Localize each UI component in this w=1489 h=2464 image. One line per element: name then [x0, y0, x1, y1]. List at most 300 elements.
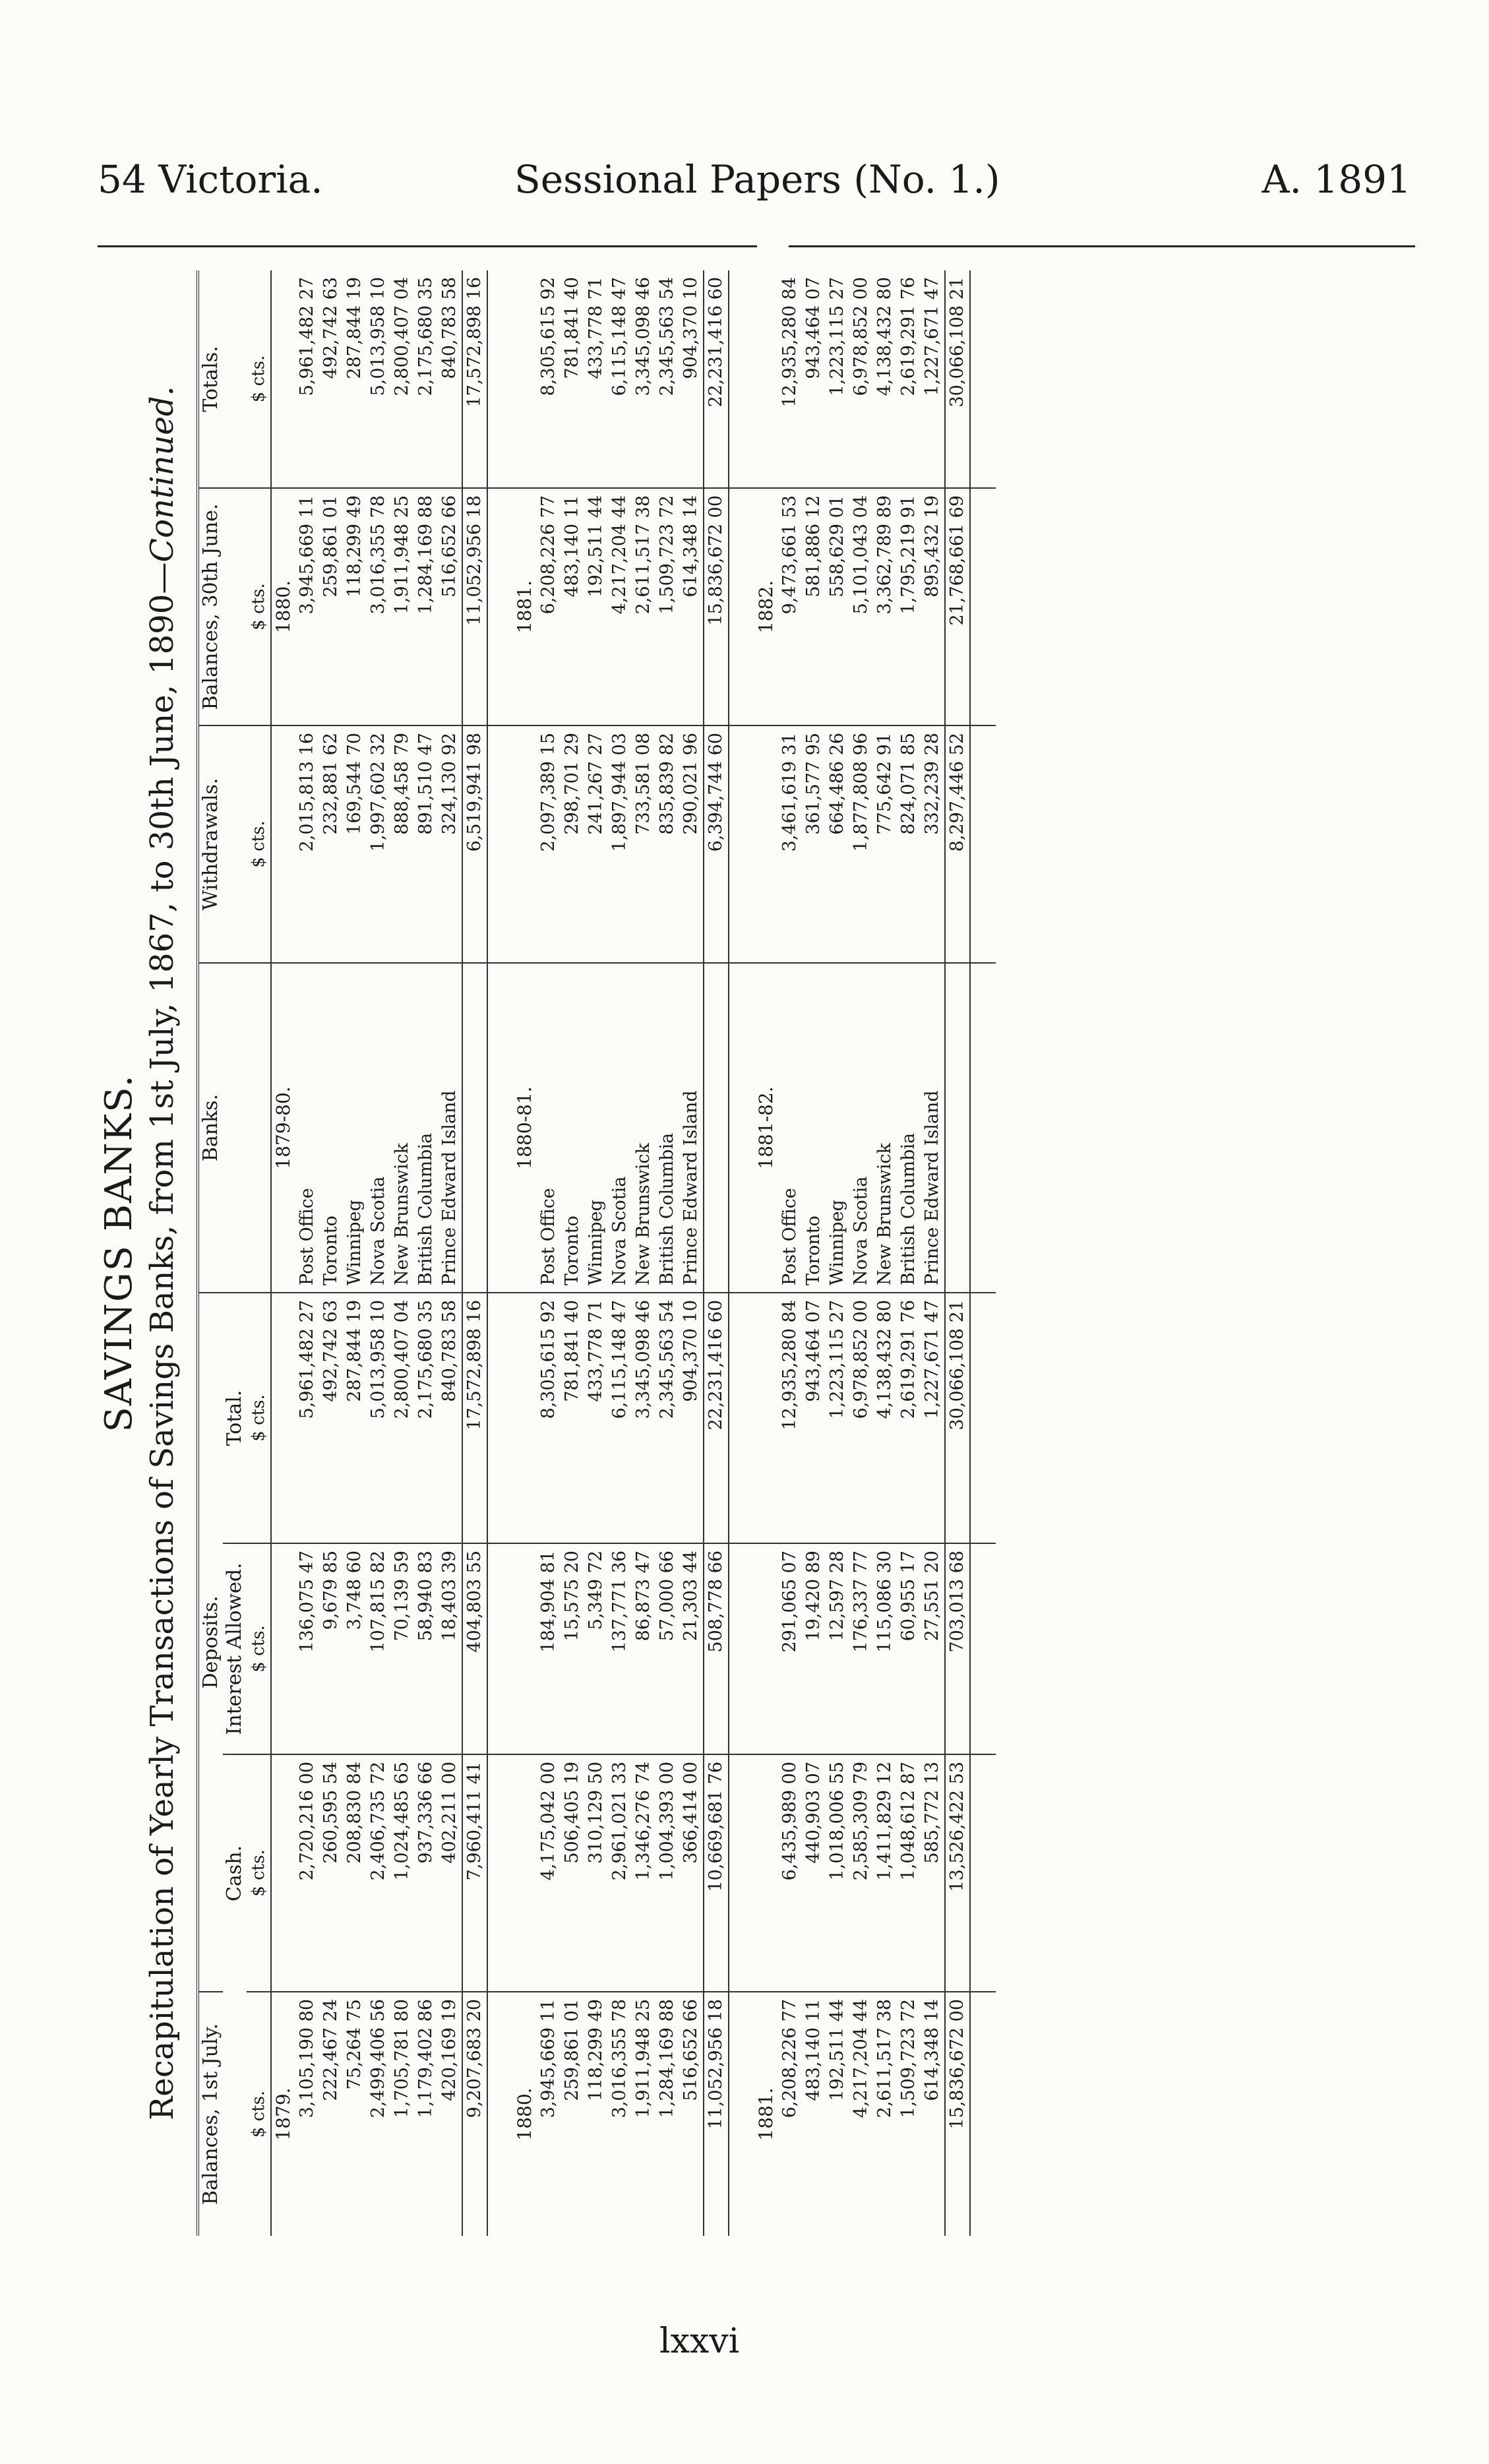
blank-cell [487, 270, 513, 488]
table-row [679, 270, 704, 2236]
amount-bal-open: 118,299 49 [586, 1999, 606, 2101]
amount-bal-close: 581,886 12 [802, 488, 826, 725]
amount-bal-close: 259,861 01 [319, 488, 343, 725]
amount-withdrawals: 232,881 62 [319, 725, 343, 963]
amount-cash: 260,595 54 [319, 1754, 343, 1992]
amount-interest: 12,597 28 [826, 1543, 849, 1754]
blank-cell [271, 1543, 295, 1754]
total-interest: 508,778 66 [704, 1543, 729, 1754]
blank-cell [487, 1543, 513, 1754]
section-totals-row [462, 270, 487, 2236]
table-row [849, 270, 873, 2236]
amount-cash: 2,406,735 72 [367, 1754, 390, 1992]
blank-cell [754, 1293, 778, 1543]
table-row [897, 270, 921, 2236]
unit-label: $ cts. [247, 488, 271, 725]
amount-cash: 2,585,309 79 [849, 1754, 873, 1992]
amount-totals: 2,619,291 76 [897, 270, 921, 488]
table-row [921, 270, 945, 2236]
amount-withdrawals: 1,897,944 03 [608, 725, 632, 963]
amount-withdrawals: 835,839 82 [655, 725, 679, 963]
amount-cash: 585,772 13 [921, 1754, 945, 1992]
header-year: A. 1891 [1261, 157, 1411, 202]
amount-total: 1,223,115 27 [826, 1293, 849, 1543]
amount-cash: 1,048,612 87 [897, 1754, 921, 1992]
amount-total: 6,115,148 47 [608, 1293, 632, 1543]
bank-name: Post Office [537, 963, 561, 1293]
bank-name: Winnipeg [343, 963, 367, 1293]
amount-interest: 9,679 85 [319, 1543, 343, 1754]
amount-bal-open: 259,861 01 [562, 1999, 582, 2101]
blank-cell [970, 725, 996, 963]
total-cash: 7,960,411 41 [462, 1754, 487, 1992]
blank-cell [754, 1543, 778, 1754]
amount-interest: 5,349 72 [584, 1543, 608, 1754]
header-session: 54 Victoria. [98, 157, 323, 202]
amount-withdrawals: 824,071 85 [897, 725, 921, 963]
unit-label: $ cts. [247, 1543, 271, 1754]
amount-total: 840,783 58 [438, 1293, 462, 1543]
section-spacer [970, 270, 996, 2236]
col-cash: Cash. [223, 1845, 246, 1902]
amount-totals: 1,223,115 27 [826, 270, 849, 488]
amount-total: 781,841 40 [561, 1293, 584, 1543]
table-row [632, 270, 655, 2236]
table-row [655, 270, 679, 2236]
table-row [319, 270, 343, 2236]
blank-cell [487, 1754, 513, 1992]
section-year-row [513, 270, 537, 2236]
amount-bal-open: 1,911,948 25 [633, 1999, 653, 2118]
amount-cash: 402,211 00 [438, 1754, 462, 1992]
balance-open-year: 1879. [272, 2087, 294, 2141]
total-withdrawals: 8,297,446 52 [945, 725, 970, 963]
blank-cell [729, 1992, 754, 2236]
blank-cell [729, 488, 754, 725]
blank-cell [271, 1754, 295, 1992]
amount-withdrawals: 891,510 47 [414, 725, 438, 963]
amount-totals: 6,978,852 00 [849, 270, 873, 488]
unit-label: $ cts. [247, 1293, 271, 1543]
blank-cell [729, 725, 754, 963]
amount-bal-open: 483,140 11 [803, 1999, 824, 2101]
amount-totals: 433,778 71 [584, 270, 608, 488]
col-interest-allowed: Interest Allowed. [223, 1543, 247, 1754]
amount-bal-open: 3,016,355 78 [609, 1999, 630, 2118]
amount-bal-close: 1,284,169 88 [414, 488, 438, 725]
amount-bal-close: 614,348 14 [679, 488, 704, 725]
blank-cell [513, 1293, 537, 1543]
blank-cell [970, 1992, 996, 2236]
amount-total: 287,844 19 [343, 1293, 367, 1543]
blank-cell [729, 1754, 754, 1992]
amount-bal-close: 516,652 66 [438, 488, 462, 725]
amount-withdrawals: 664,486 26 [826, 725, 849, 963]
blank-cell [487, 725, 513, 963]
blank-cell [970, 1754, 996, 1992]
total-total: 22,231,416 60 [704, 1293, 729, 1543]
bank-name: Nova Scotia [849, 963, 873, 1293]
blank-cell [729, 270, 754, 488]
amount-bal-close: 2,611,517 38 [632, 488, 655, 725]
amount-total: 2,345,563 54 [655, 1293, 679, 1543]
amount-bal-close: 6,208,226 77 [537, 488, 561, 725]
section-year-row [271, 270, 295, 2236]
amount-withdrawals: 1,997,602 32 [367, 725, 390, 963]
amount-interest: 70,139 59 [390, 1543, 414, 1754]
amount-total: 2,619,291 76 [897, 1293, 921, 1543]
bank-name: British Columbia [897, 963, 921, 1293]
balance-open-year: 1880. [514, 2087, 535, 2141]
amount-interest: 18,403 39 [438, 1543, 462, 1754]
blank-cell [487, 963, 513, 1293]
section-period: 1879-80. [271, 963, 295, 1293]
blank-cell [754, 725, 778, 963]
amount-bal-open: 516,652 66 [681, 1999, 701, 2101]
amount-bal-open: 192,511 44 [827, 1999, 847, 2101]
amount-total: 943,464 07 [802, 1293, 826, 1543]
amount-bal-open: 1,509,723 72 [898, 1999, 919, 2118]
amount-bal-close: 1,509,723 72 [655, 488, 679, 725]
amount-cash: 2,961,021 33 [608, 1754, 632, 1992]
amount-total: 5,961,482 27 [295, 1293, 319, 1543]
amount-total: 6,978,852 00 [849, 1293, 873, 1543]
amount-totals: 781,841 40 [561, 270, 584, 488]
amount-totals: 840,783 58 [438, 270, 462, 488]
page-number: lxxvi [659, 2322, 740, 2361]
col-withdrawals: Withdrawals. [198, 725, 247, 963]
bank-name: Prince Edward Island [438, 963, 462, 1293]
bank-name: Post Office [295, 963, 319, 1293]
amount-totals: 2,175,680 35 [414, 270, 438, 488]
table-row [778, 270, 802, 2236]
blank-cell [970, 1293, 996, 1543]
amount-total: 433,778 71 [584, 1293, 608, 1543]
unit-label: $ cts. [247, 270, 271, 488]
bank-name: Prince Edward Island [921, 963, 945, 1293]
bank-name: British Columbia [414, 963, 438, 1293]
table-row [414, 270, 438, 2236]
amount-withdrawals: 298,701 29 [561, 725, 584, 963]
table-row [584, 270, 608, 2236]
blank-cell [487, 1293, 513, 1543]
bank-name: Nova Scotia [608, 963, 632, 1293]
amount-interest: 19,420 89 [802, 1543, 826, 1754]
col-total: Total. [223, 1293, 247, 1543]
blank-cell [487, 488, 513, 725]
amount-interest: 115,086 30 [873, 1543, 897, 1754]
amount-bal-open: 2,499,406 56 [368, 1999, 388, 2118]
table-row [608, 270, 632, 2236]
amount-withdrawals: 290,021 96 [679, 725, 704, 963]
blank-cell [970, 963, 996, 1293]
bank-name: Nova Scotia [367, 963, 390, 1293]
blank-cell [729, 963, 754, 1293]
blank-cell [704, 963, 729, 1293]
amount-totals: 5,961,482 27 [295, 270, 319, 488]
amount-totals: 6,115,148 47 [608, 270, 632, 488]
amount-bal-close: 3,362,789 89 [873, 488, 897, 725]
amount-withdrawals: 2,097,389 15 [537, 725, 561, 963]
col-balances-30th-june: Balances, 30th June. [198, 488, 247, 725]
blank-cell [970, 270, 996, 488]
table-row [802, 270, 826, 2236]
amount-withdrawals: 332,239 28 [921, 725, 945, 963]
total-bal-open: 11,052,956 18 [704, 1992, 729, 2236]
blank-cell [513, 725, 537, 963]
blank-cell [729, 1543, 754, 1754]
amount-total: 2,800,407 04 [390, 1293, 414, 1543]
table-row [438, 270, 462, 2236]
table-row [537, 270, 561, 2236]
blank-cell [970, 1543, 996, 1754]
table-row [295, 270, 319, 2236]
amount-cash: 366,414 00 [679, 1754, 704, 1992]
blank-cell [271, 1293, 295, 1543]
amount-cash: 506,405 19 [561, 1754, 584, 1992]
blank-cell [513, 1543, 537, 1754]
amount-cash: 4,175,042 00 [537, 1754, 561, 1992]
amount-interest: 176,337 77 [849, 1543, 873, 1754]
amount-withdrawals: 3,461,619 31 [778, 725, 802, 963]
amount-interest: 184,904 81 [537, 1543, 561, 1754]
amount-bal-close: 483,140 11 [561, 488, 584, 725]
amount-total: 12,935,280 84 [778, 1293, 802, 1543]
table-row [390, 270, 414, 2236]
total-withdrawals: 6,519,941 98 [462, 725, 487, 963]
section-period: 1881-82. [754, 963, 778, 1293]
bank-name: New Brunswick [390, 963, 414, 1293]
blank-cell [754, 270, 778, 488]
amount-interest: 15,575 20 [561, 1543, 584, 1754]
blank-cell [487, 1992, 513, 2236]
amount-totals: 287,844 19 [343, 270, 367, 488]
amount-bal-close: 9,473,661 53 [778, 488, 802, 725]
amount-withdrawals: 241,267 27 [584, 725, 608, 963]
amount-interest: 27,551 20 [921, 1543, 945, 1754]
col-banks: Banks. [198, 963, 247, 1293]
amount-cash: 1,346,276 74 [632, 1754, 655, 1992]
amount-withdrawals: 733,581 08 [632, 725, 655, 963]
amount-bal-open: 1,705,781 80 [392, 1999, 412, 2118]
unit-label: $ cts. [247, 1992, 271, 2236]
amount-totals: 3,345,098 46 [632, 270, 655, 488]
section-spacer [729, 270, 754, 2236]
total-withdrawals: 6,394,744 60 [704, 725, 729, 963]
amount-total: 3,345,098 46 [632, 1293, 655, 1543]
ledger-body [271, 270, 996, 2236]
amount-bal-open: 3,105,190 80 [297, 1999, 317, 2118]
blank-cell [462, 963, 487, 1293]
amount-cash: 2,720,216 00 [295, 1754, 319, 1992]
amount-totals: 1,227,671 47 [921, 270, 945, 488]
bank-name: Prince Edward Island [679, 963, 704, 1293]
header-papers: Sessional Papers (No. 1.) [514, 157, 1000, 202]
amount-totals: 12,935,280 84 [778, 270, 802, 488]
amount-interest: 21,303 44 [679, 1543, 704, 1754]
table-row [826, 270, 849, 2236]
total-interest: 404,803 55 [462, 1543, 487, 1754]
amount-interest: 86,873 47 [632, 1543, 655, 1754]
amount-cash: 1,004,393 00 [655, 1754, 679, 1992]
amount-cash: 440,903 07 [802, 1754, 826, 1992]
amount-withdrawals: 2,015,813 16 [295, 725, 319, 963]
amount-totals: 492,742 63 [319, 270, 343, 488]
balance-open-year: 1881. [755, 2087, 777, 2141]
section-totals-row [945, 270, 970, 2236]
amount-bal-open: 420,169 19 [439, 1999, 460, 2101]
amount-cash: 208,830 84 [343, 1754, 367, 1992]
amount-cash: 937,336 66 [414, 1754, 438, 1992]
bank-name: New Brunswick [873, 963, 897, 1293]
amount-total: 492,742 63 [319, 1293, 343, 1543]
amount-interest: 137,771 36 [608, 1543, 632, 1754]
total-total: 30,066,108 21 [945, 1293, 970, 1543]
col-balances-1st-july: Balances, 1st July. [198, 1992, 247, 2236]
amount-total: 5,013,958 10 [367, 1293, 390, 1543]
amount-bal-open: 6,208,226 77 [779, 1999, 800, 2118]
amount-total: 4,138,432 80 [873, 1293, 897, 1543]
table-row [367, 270, 390, 2236]
bank-name: New Brunswick [632, 963, 655, 1293]
balance-close-year: 1880. [271, 488, 295, 725]
subtitle-continued: Continued. [144, 386, 181, 563]
total-bal-open: 15,836,672 00 [945, 1992, 970, 2236]
bank-name: Toronto [319, 963, 343, 1293]
blank-cell [513, 1754, 537, 1992]
amount-withdrawals: 1,877,808 96 [849, 725, 873, 963]
total-totals: 30,066,108 21 [945, 270, 970, 488]
blank-cell [754, 1754, 778, 1992]
amount-totals: 5,013,958 10 [367, 270, 390, 488]
amount-bal-open: 1,179,402 86 [415, 1999, 436, 2118]
total-cash: 13,526,422 53 [945, 1754, 970, 1992]
amount-withdrawals: 888,458 79 [390, 725, 414, 963]
amount-interest: 57,000 66 [655, 1543, 679, 1754]
amount-interest: 291,065 07 [778, 1543, 802, 1754]
col-totals: Totals. [198, 270, 247, 488]
amount-interest: 107,815 82 [367, 1543, 390, 1754]
blank-cell [729, 1293, 754, 1543]
table-row [343, 270, 367, 2236]
amount-totals: 4,138,432 80 [873, 270, 897, 488]
amount-bal-close: 4,217,204 44 [608, 488, 632, 725]
amount-interest: 3,748 60 [343, 1543, 367, 1754]
total-totals: 17,572,898 16 [462, 270, 487, 488]
amount-withdrawals: 324,130 92 [438, 725, 462, 963]
amount-withdrawals: 169,544 70 [343, 725, 367, 963]
amount-bal-open: 3,945,669 11 [538, 1999, 559, 2118]
blank-cell [513, 270, 537, 488]
unit-label: $ cts. [247, 725, 271, 963]
amount-total: 8,305,615 92 [537, 1293, 561, 1543]
unit-label: $ cts. [247, 1754, 271, 1992]
amount-total: 1,227,671 47 [921, 1293, 945, 1543]
section-spacer [487, 270, 513, 2236]
amount-cash: 1,018,006 55 [826, 1754, 849, 1992]
bank-name: Winnipeg [826, 963, 849, 1293]
amount-interest: 136,075 47 [295, 1543, 319, 1754]
blank-cell [271, 725, 295, 963]
amount-bal-close: 3,945,669 11 [295, 488, 319, 725]
bank-name: Toronto [802, 963, 826, 1293]
amount-bal-open: 222,467 24 [320, 1999, 341, 2101]
total-interest: 703,013 68 [945, 1543, 970, 1754]
amount-withdrawals: 361,577 95 [802, 725, 826, 963]
amount-bal-open: 614,348 14 [922, 1999, 942, 2101]
amount-totals: 2,345,563 54 [655, 270, 679, 488]
bank-name: Toronto [561, 963, 584, 1293]
blank-cell [945, 963, 970, 1293]
total-bal-close: 11,052,956 18 [462, 488, 487, 725]
amount-bal-open: 2,611,517 38 [874, 1999, 895, 2118]
bank-name: British Columbia [655, 963, 679, 1293]
page-title: SAVINGS BANKS. [98, 1074, 140, 1432]
amount-bal-close: 118,299 49 [343, 488, 367, 725]
header-rule-left [98, 245, 757, 247]
amount-totals: 904,370 10 [679, 270, 704, 488]
bank-name: Post Office [778, 963, 802, 1293]
section-year-row [754, 270, 778, 2236]
total-bal-close: 15,836,672 00 [704, 488, 729, 725]
amount-total: 2,175,680 35 [414, 1293, 438, 1543]
amount-bal-close: 895,432 19 [921, 488, 945, 725]
amount-bal-close: 192,511 44 [584, 488, 608, 725]
total-cash: 10,669,681 76 [704, 1754, 729, 1992]
header-rule-right [789, 245, 1415, 247]
amount-total: 904,370 10 [679, 1293, 704, 1543]
amount-bal-close: 1,795,219 91 [897, 488, 921, 725]
total-bal-open: 9,207,683 20 [462, 1992, 487, 2236]
amount-bal-close: 1,911,948 25 [390, 488, 414, 725]
amount-interest: 58,940 83 [414, 1543, 438, 1754]
amount-withdrawals: 775,642 91 [873, 725, 897, 963]
amount-bal-open: 75,264 75 [344, 1999, 365, 2090]
balance-close-year: 1882. [754, 488, 778, 725]
subtitle-main: Recapitulation of Yearly Transactions of Savings Banks, from 1st July, 1867, to 30th June, 1890— [144, 562, 181, 2120]
amount-bal-close: 3,016,355 78 [367, 488, 390, 725]
rotated-table-block [98, 270, 1430, 2236]
amount-totals: 8,305,615 92 [537, 270, 561, 488]
blank-cell [271, 270, 295, 488]
unit-blank [247, 963, 271, 1293]
bank-name: Winnipeg [584, 963, 608, 1293]
amount-bal-open: 1,284,169 88 [657, 1999, 677, 2118]
amount-bal-close: 558,629 01 [826, 488, 849, 725]
page-header [0, 157, 1489, 210]
balance-close-year: 1881. [513, 488, 537, 725]
amount-interest: 60,955 17 [897, 1543, 921, 1754]
total-total: 17,572,898 16 [462, 1293, 487, 1543]
amount-totals: 943,464 07 [802, 270, 826, 488]
blank-cell [970, 488, 996, 725]
amount-totals: 2,800,407 04 [390, 270, 414, 488]
section-totals-row [704, 270, 729, 2236]
total-totals: 22,231,416 60 [704, 270, 729, 488]
amount-cash: 310,129 50 [584, 1754, 608, 1992]
amount-bal-open: 4,217,204 44 [851, 1999, 871, 2118]
section-period: 1880-81. [513, 963, 537, 1293]
amount-cash: 6,435,989 00 [778, 1754, 802, 1992]
amount-cash: 1,024,485 65 [390, 1754, 414, 1992]
savings-banks-table [197, 270, 996, 2236]
table-row [561, 270, 584, 2236]
table-row [873, 270, 897, 2236]
amount-bal-close: 5,101,043 04 [849, 488, 873, 725]
page-subtitle [144, 270, 181, 2236]
col-deposits: Deposits. [198, 1293, 223, 1992]
total-bal-close: 21,768,661 69 [945, 488, 970, 725]
